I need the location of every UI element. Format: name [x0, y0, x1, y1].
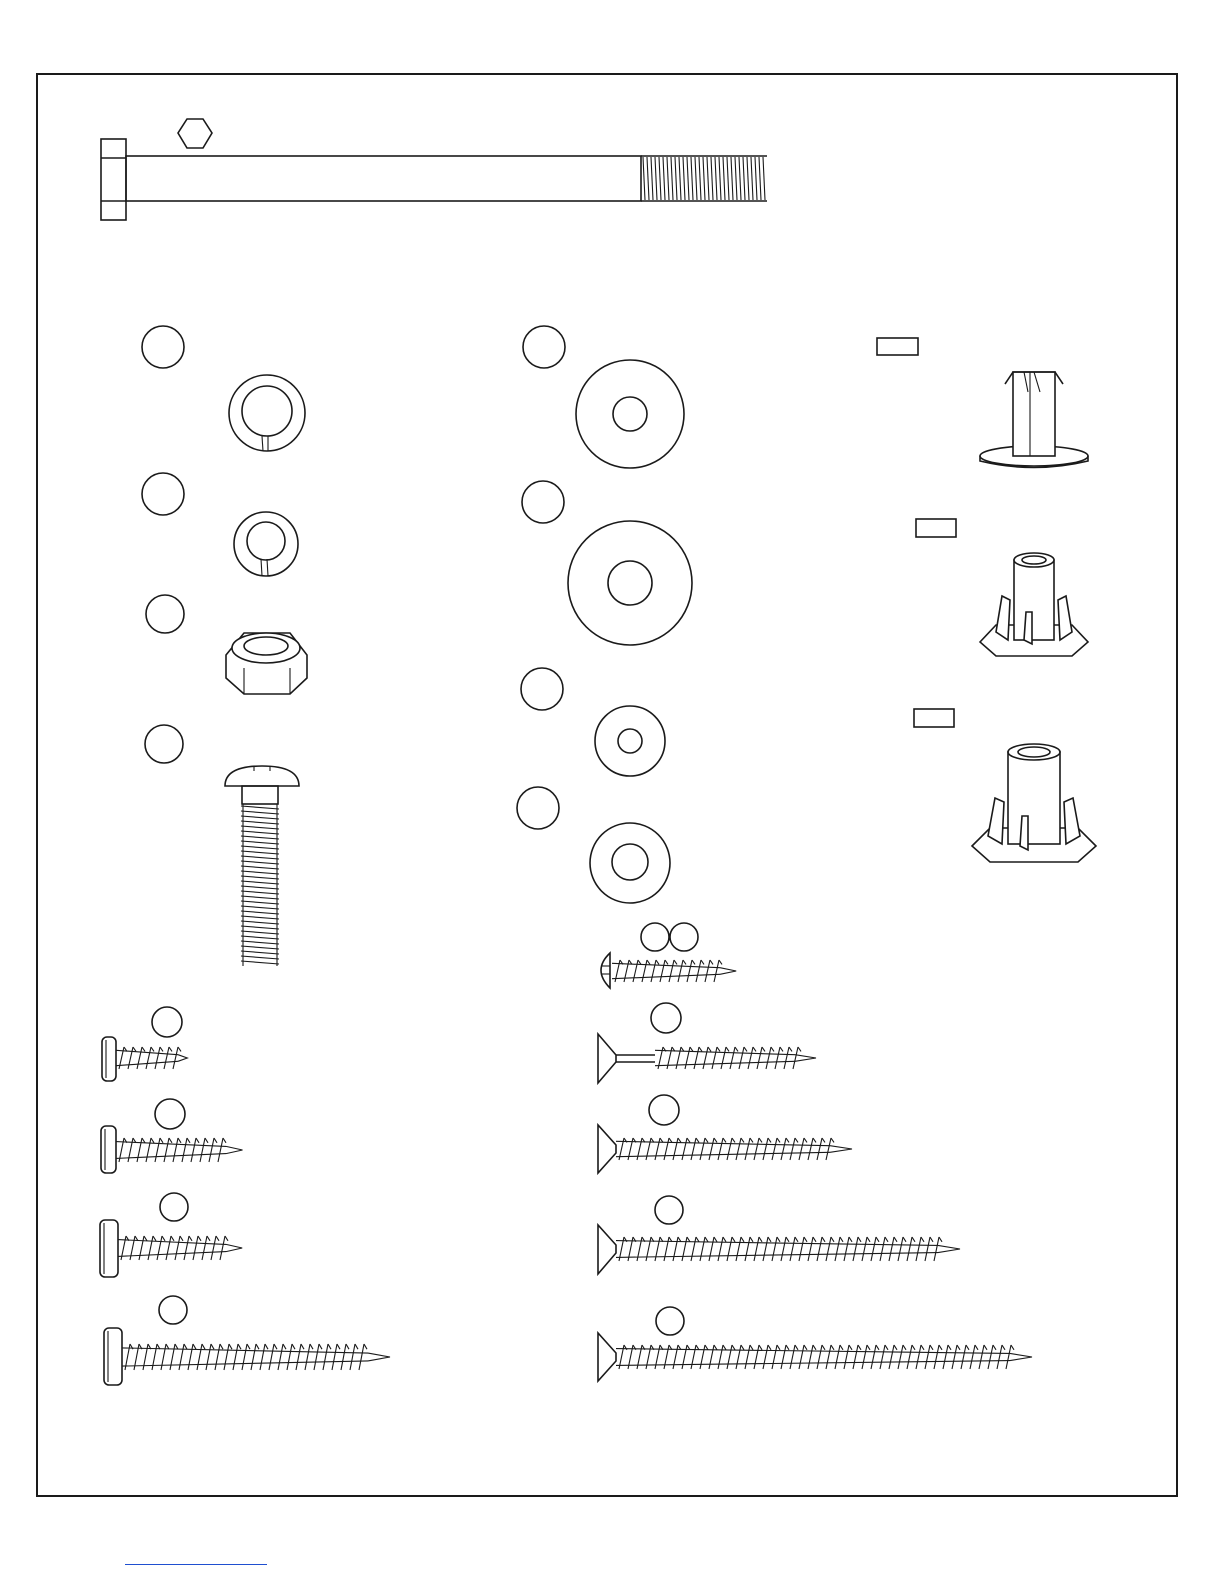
flat-screw-3-head	[598, 1225, 616, 1274]
flat-screw-2-callout	[649, 1095, 679, 1125]
pan-screw-4-head	[104, 1328, 122, 1385]
page-border	[37, 74, 1177, 1496]
flat-washer-2-callout	[522, 481, 564, 523]
nylon-lock-nut	[226, 633, 307, 694]
lock-washer-small	[234, 512, 298, 576]
flat-screw-3-callout	[655, 1196, 683, 1224]
flat-screw-4-callout	[656, 1307, 684, 1335]
pan-screw-4-callout	[159, 1296, 187, 1324]
flat-screw-4-head	[598, 1333, 616, 1381]
tee-nut-3	[914, 709, 1096, 862]
lock-washer-small-callout	[142, 473, 184, 515]
tee-nut-1	[877, 338, 1088, 468]
screw-shank	[655, 1047, 816, 1069]
pan-screw-2-callout	[155, 1099, 185, 1129]
screw-shank	[612, 960, 736, 982]
flat-washer-2	[568, 521, 692, 645]
screw-shank	[616, 1345, 1032, 1369]
flat-screw-1-callout	[651, 1003, 681, 1033]
screw-shank	[116, 1047, 187, 1069]
screw-shank	[616, 1138, 852, 1160]
flat-washer-4-callout	[517, 787, 559, 829]
screw-shank	[616, 1237, 960, 1261]
screw-shank	[122, 1344, 390, 1370]
pan-screw-1-callout	[152, 1007, 182, 1037]
machine-screw-thread	[241, 804, 279, 966]
flat-washer-3	[595, 706, 665, 776]
hex-label-badge	[178, 119, 212, 148]
flat-washer-3-callout	[521, 668, 563, 710]
long-hex-bolt	[101, 119, 767, 220]
flat-screw-1-head	[598, 1034, 655, 1083]
pan-screw-3-callout	[160, 1193, 188, 1221]
flat-screw-2-head	[598, 1125, 616, 1173]
flat-washer-1	[576, 360, 684, 468]
flat-washer-1-callout	[523, 326, 565, 368]
lock-washer-large	[229, 375, 305, 451]
flat-washer-4	[590, 823, 670, 903]
lock-washer-large-callout	[142, 326, 184, 368]
nylon-lock-nut-callout	[146, 595, 184, 633]
pan-screw-3-head	[100, 1220, 118, 1277]
pan-screw-2-head	[101, 1126, 116, 1173]
pan-screw-1-head	[102, 1037, 116, 1081]
tee-nut-1-count-box	[877, 338, 918, 355]
screw-threads	[116, 960, 1032, 1370]
screw-shank	[116, 1138, 243, 1162]
machine-screw-callout	[145, 725, 183, 763]
tee-nut-2-count-box	[916, 519, 956, 537]
screw-shank	[118, 1236, 242, 1260]
machine-screw	[225, 766, 299, 966]
footer-link[interactable]	[125, 1548, 267, 1565]
tee-nut-3-count-box	[914, 709, 954, 727]
bolt-thread	[643, 157, 765, 200]
tee-nut-2	[916, 519, 1088, 656]
